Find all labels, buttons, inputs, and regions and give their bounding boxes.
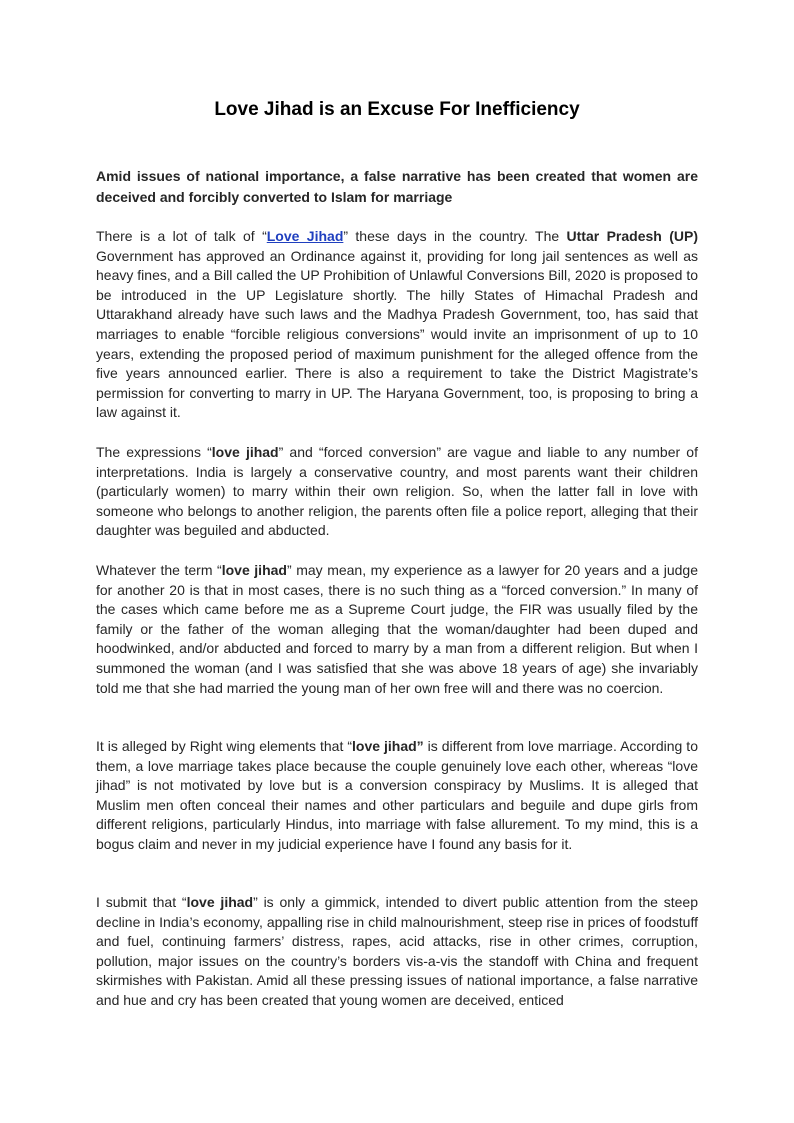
- p1-text-b: ” these days in the country. The: [343, 228, 567, 244]
- page-title: Love Jihad is an Excuse For Inefficiency: [214, 99, 580, 120]
- p5-bold: love jihad: [186, 894, 254, 910]
- paragraph-2: [96, 443, 698, 541]
- p4-bold: love jihad”: [352, 738, 424, 754]
- paragraph-5: [96, 893, 698, 1011]
- p3-bold: love jihad: [221, 562, 287, 578]
- p1-text-c: Government has approved an Ordinance against it, providing for long jail sentences as well as heavy fines, and a Bill called the UP Prohibition of Unlawful Conversions Bill, 2020 is proposed to be introduced in the UP Legislature shortly. The hilly States of Himachal Pradesh and Uttarakhand already have such laws and the Madhya Pradesh Government, too, has said that marriages to enable “forcible religious conversions” would invite an imprisonment of up to 10 years, extending the proposed period of maximum punishment for the alleged offence from the five years announced earlier. There is also a requirement to take the District Magistrate’s permission for converting to marry in UP. The Haryana Government, too, is proposing to bring a law against it.: [96, 247, 698, 421]
- p3-text-a: Whatever the term “: [96, 562, 222, 578]
- p1-bold-up: Uttar Pradesh (UP): [566, 228, 698, 244]
- paragraph-4: [96, 737, 698, 855]
- p3-text-b: ” may mean, my experience as a lawyer for 20 years and a judge for another 20 is that in most cases, there is no such thing as a “forced conversion.” In many of the cases which came before me as a Supreme Court judge, the FIR was usually filed by the family or the father of the woman alleging that the woman/daughter had been duped and hoodwinked, and/or abducted and forced to marry by a man from a different religion. But when I summoned the woman (and I was satisfied that she was above 18 years of age) she invariably told me that she had married the young man of her own free will and there was no coercion.: [96, 562, 698, 696]
- love-jihad-link[interactable]: Love Jihad: [266, 228, 344, 244]
- p1-text-a: There is a lot of talk of “: [96, 228, 267, 244]
- p5-text-a: I submit that “: [96, 894, 187, 910]
- paragraph-1: [96, 227, 698, 423]
- lead-paragraph: Amid issues of national importance, a false narrative has been created that women are deceived and forcibly converted to Islam for marriage: [96, 168, 698, 205]
- p4-text-b: is different from love marriage. According to them, a love marriage takes place because the couple genuinely love each other, whereas “love jihad” is not motivated by love but is a conversion conspiracy by Muslims. It is alleged that Muslim men often conceal their names and other particulars and beguile and dupe girls from different religions, particularly Hindus, into marriage with false allurement. To my mind, this is a bogus claim and never in my judicial experience have I found any basis for it.: [96, 738, 698, 852]
- p4-text-a: It is alleged by Right wing elements that “: [96, 738, 352, 754]
- p2-text-a: The expressions “: [96, 444, 212, 460]
- p5-text-b: ” is only a gimmick, intended to divert public attention from the steep decline in India’s economy, appalling rise in child malnourishment, steep rise in prices of foodstuff and fuel, continuing farmers’ distress, rapes, acid attacks, rise in other crimes, corruption, pollution, major issues on the country’s borders vis-a-vis the standoff with China and frequent skirmishes with Pakistan. Amid all these pressing issues of national importance, a false narrative and hue and cry has been created that young women are deceived, enticed: [96, 894, 698, 1008]
- p2-text-b: ” and “forced conversion” are vague and liable to any number of interpretations. India is largely a conservative country, and most parents want their children (particularly women) to marry within their own religion. So, when the latter fall in love with someone who belongs to another religion, the parents often file a police report, alleging that their daughter was beguiled and abducted.: [96, 444, 698, 539]
- paragraph-3: [96, 561, 698, 698]
- p2-bold: love jihad: [211, 444, 279, 460]
